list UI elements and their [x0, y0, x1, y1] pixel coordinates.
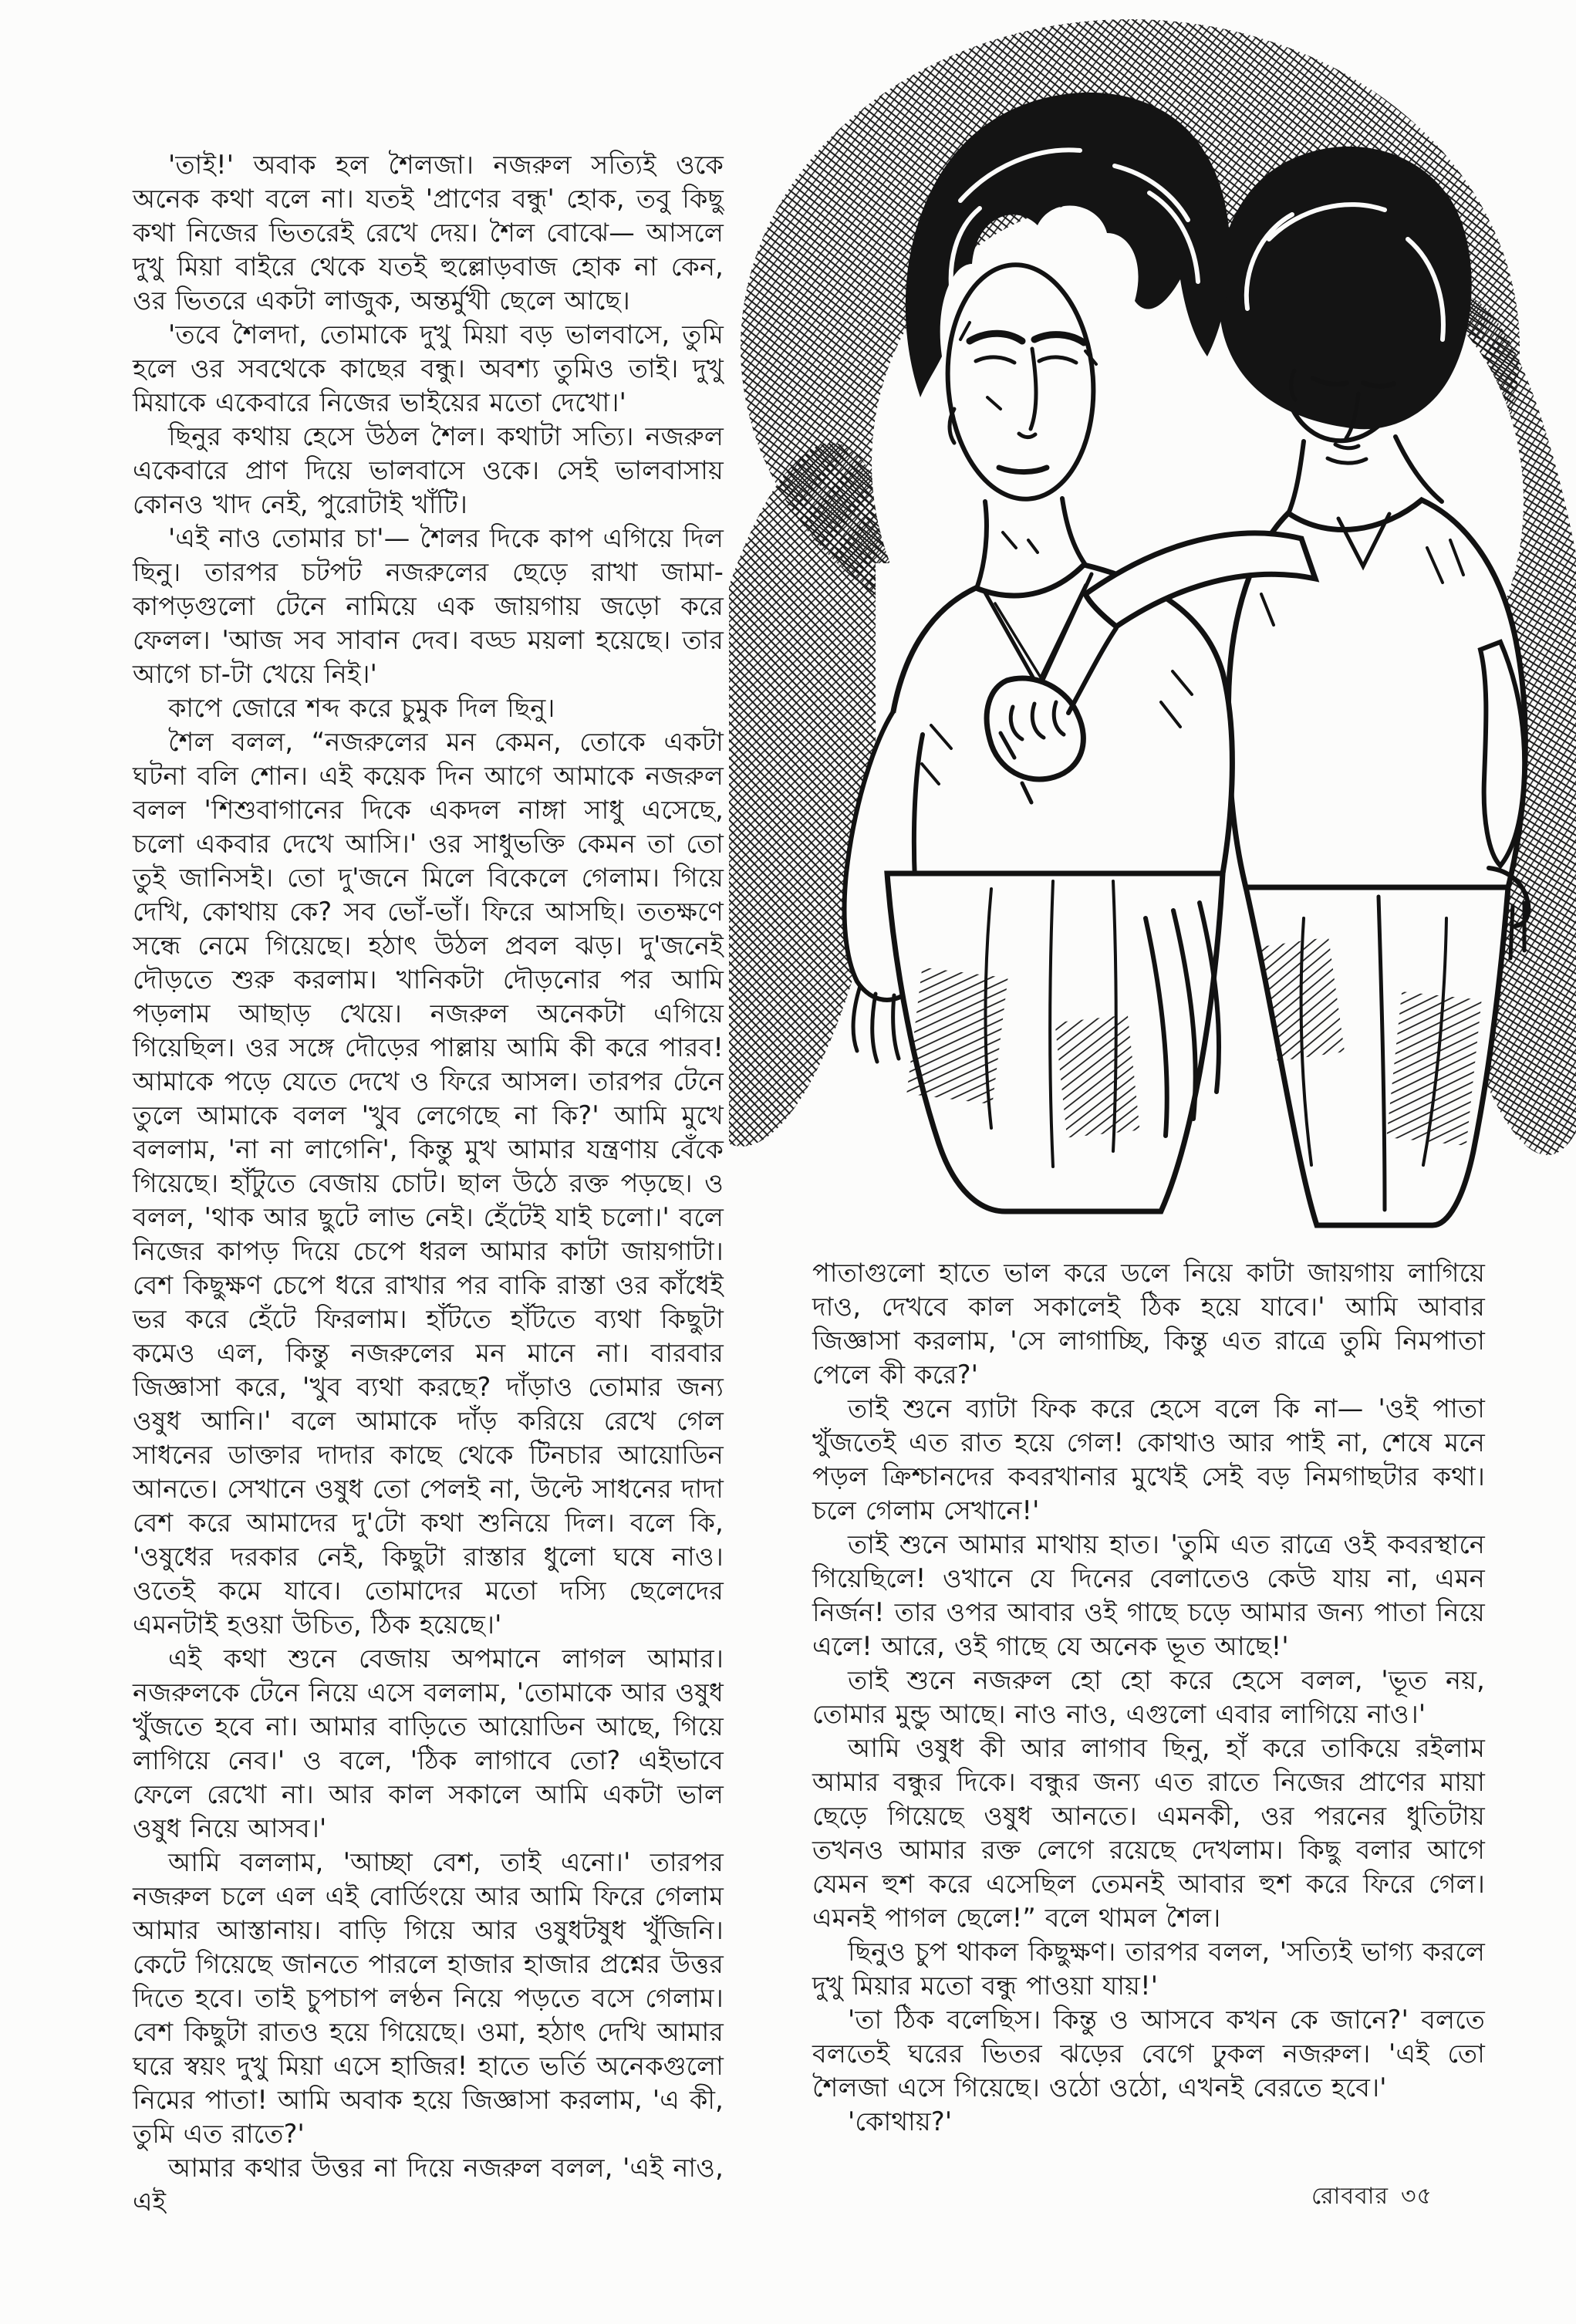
- story-paragraph: তাই শুনে ব্যাটা ফিক করে হেসে বলে কি না— 'ওই পাতা খুঁজতেই এত রাত হয়ে গেল! কোথাও আর পাই না, শেষে মনে পড়ল ক্রিশ্চানদের কবরখানার মুখেই সেই বড় নিমগাছটার কথা। চলে গেলাম সেখানে!': [812, 1393, 1485, 1525]
- story-paragraph: 'কোথায়?': [848, 2106, 953, 2137]
- story-paragraph: 'এই নাও তোমার চা'— শৈলর দিকে কাপ এগিয়ে দিল ছিনু। তারপর চটপট নজরুলের ছেড়ে রাখা জামা-কাপড়গুলো টেনে নামিয়ে এক জায়গায় জড়ো করে ফেলল। 'আজ সব সাবান দেব। বড্ড ময়লা হয়েছে। তার আগে চা-টা খেয়ে নিই।': [133, 523, 724, 689]
- story-paragraph: তাই শুনে আমার মাথায় হাত। 'তুমি এত রাত্রে ওই কবরস্থানে গিয়েছিলে! ওখানে যে দিনের বেলাতেও কেউ যায় না, এমন নির্জন! তার ওপর আবার ওই গাছে চড়ে আমার জন্য পাতা নিয়ে এলে! আরে, ওই গাছে যে অনেক ভূত আছে!': [812, 1529, 1485, 1661]
- story-paragraph: এই কথা শুনে বেজায় অপমানে লাগল আমার। নজরুলকে টেনে নিয়ে এসে বললাম, 'তোমাকে আর ওষুধ খুঁজতে হবে না। আমার বাড়িতে আয়োডিন আছে, গিয়ে লাগিয়ে নেব।' ও বলে, 'ঠিক লাগাবে তো? এইভাবে ফেলে রেখো না। আর কাল সকালে আমি একটা ভাল ওষুধ নিয়ে আসব।': [133, 1643, 724, 1843]
- story-paragraph: ছিনুর কথায় হেসে উঠল শৈল। কথাটা সত্যি। নজরুল একেবারে প্রাণ দিয়ে ভালবাসে ওকে। সেই ভালবাসায় কোনও খাদ নেই, পুরোটাই খাঁটি।: [133, 421, 724, 519]
- story-paragraph: 'তাই!' অবাক হল শৈলজা। নজরুল সত্যিই ওকে অনেক কথা বলে না। যতই 'প্রাণের বন্ধু' হোক, তবু কিছু কথা নিজের ভিতরেই রেখে দেয়। শৈল বোঝে— আসলে দুখু মিয়া বাইরে থেকে যতই হুল্লোড়বাজ হোক না কেন, ওর ভিতরে একটা লাজুক, অন্তর্মুখী ছেলে আছে।: [133, 150, 724, 316]
- story-paragraph: তাই শুনে নজরুল হো হো করে হেসে বলল, 'ভূত নয়, তোমার মুন্ডু আছে। নাও নাও, এগুলো এবার লাগিয়ে নাও।': [812, 1665, 1485, 1729]
- right-column: [812, 1256, 1485, 2139]
- story-paragraph: আমার কথার উত্তর না দিয়ে নজরুল বলল, 'এই নাও, এই: [133, 2153, 724, 2217]
- story-paragraph: 'তবে শৈলদা, তোমাকে দুখু মিয়া বড় ভালবাসে, তুমি হলে ওর সবথেকে কাছের বন্ধু। অবশ্য তুমিও তাই। দুখু মিয়াকে একেবারে নিজের ভাইয়ের মতো দেখো।': [133, 319, 724, 417]
- magazine-name: রোববার: [1311, 2183, 1389, 2210]
- story-paragraph: আমি ওষুধ কী আর লাগাব ছিনু, হাঁ করে তাকিয়ে রইলাম আমার বন্ধুর দিকে। বন্ধুর জন্য এত রাতে নিজের প্রাণের মায়া ছেড়ে গিয়েছে ওষুধ আনতে। এমনকী, ওর পরনের ধুতিটায় তখনও আমার রক্ত লেগে রয়েছে দেখলাম। কিছু বলার আগে যেমন হুশ করে এসেছিল তেমনই আবার হুশ করে ফিরে গেল। এমনই পাগল ছেলে!” বলে থামল শৈল।: [812, 1733, 1485, 1933]
- story-paragraph: আমি বললাম, 'আচ্ছা বেশ, তাই এনো।' তারপর নজরুল চলে এল এই বোর্ডিংয়ে আর আমি ফিরে গেলাম আমার আস্তানায়। বাড়ি গিয়ে আর ওষুধটষুধ খুঁজিনি। কেটে গিয়েছে জানতে পারলে হাজার হাজার প্রশ্নের উত্তর দিতে হবে। তাই চুপচাপ লণ্ঠন নিয়ে পড়তে বসে গেলাম। বেশ কিছুটা রাতও হয়ে গিয়েছে। ওমা, হঠাৎ দেখি আমার ঘরে স্বয়ং দুখু মিয়া এসে হাজির! হাতে ভর্তি অনেকগুলো নিমের পাতা! আমি অবাক হয়ে জিজ্ঞাসা করলাম, 'এ কী, তুমি এত রাতে?': [133, 1847, 724, 2149]
- story-paragraph: কাপে জোরে শব্দ করে চুমুক দিল ছিনু।: [168, 693, 555, 723]
- story-paragraph: পাতাগুলো হাতে ভাল করে ডলে নিয়ে কাটা জায়গায় লাগিয়ে দাও, দেখবে কাল সকালেই ঠিক হয়ে যাবে।' আমি আবার জিজ্ঞাসা করলাম, 'সে লাগাচ্ছি, কিন্তু এত রাত্রে তুমি নিমপাতা পেলে কী করে?': [812, 1258, 1485, 1390]
- story-paragraph: 'তা ঠিক বলেছিস। কিন্তু ও আসবে কখন কে জানে?' বলতে বলতেই ঘরের ভিতর ঝড়ের বেগে ঢুকল নজরুল। 'এই তো শৈলজা এসে গিয়েছে। ওঠো ওঠো, এখনই বেরতে হবে।': [812, 2005, 1485, 2103]
- page-number: ৩৫: [1400, 2183, 1433, 2210]
- story-paragraph: ছিনুও চুপ থাকল কিছুক্ষণ। তারপর বলল, 'সত্যিই ভাগ্য করলে দুখু মিয়ার মতো বন্ধু পাওয়া যায়!': [812, 1937, 1485, 2001]
- illustration-two-boys: [729, 8, 1576, 1242]
- page-footer: [1311, 2177, 1433, 2217]
- left-column: [133, 148, 724, 2219]
- story-paragraph: শৈল বলল, “নজরুলের মন কেমন, তোকে একটা ঘটনা বলি শোন। এই কয়েক দিন আগে আমাকে নজরুল বলল 'শিশুবাগানের দিকে একদল নাঙ্গা সাধু এসেছে, চলো একবার দেখে আসি।' ওর সাধুভক্তি কেমন তা তো তুই জানিসই। তো দু'জনে মিলে বিকেলে গেলাম। গিয়ে দেখি, কোথায় কে? সব ভোঁ-ভাঁ। ফিরে আসছি। ততক্ষণে সন্ধে নেমে গিয়েছে। হঠাৎ উঠল প্রবল ঝড়। দু'জনেই দৌড়তে শুরু করলাম। খানিকটা দৌড়নোর পর আমি পড়লাম আছাড় খেয়ে। নজরুল অনেকটা এগিয়ে গিয়েছিল। ওর সঙ্গে দৌড়ের পাল্লায় আমি কী করে পারব! আমাকে পড়ে যেতে দেখে ও ফিরে আসল। তারপর টেনে তুলে আমাকে বলল 'খুব লেগেছে না কি?' আমি মুখে বললাম, 'না না লাগেনি', কিন্তু মুখ আমার যন্ত্রণায় বেঁকে গিয়েছে। হাঁটুতে বেজায় চোট। ছাল উঠে রক্ত পড়ছে। ও বলল, 'থাক আর ছুটে লাভ নেই। হেঁটেই যাই চলো।' বলে নিজের কাপড় দিয়ে চেপে ধরল আমার কাটা জায়গাটা। বেশ কিছুক্ষণ চেপে ধরে রাখার পর বাকি রাস্তা ওর কাঁধেই ভর করে হেঁটে ফিরলাম। হাঁটতে হাঁটতে ব্যথা কিছুটা কমেও এল, কিন্তু নজরুলের মন মানে না। বারবার জিজ্ঞাসা করে, 'খুব ব্যথা করছে? দাঁড়াও তোমার জন্য ওষুধ আনি।' বলে আমাকে দাঁড় করিয়ে রেখে গেল সাধনের ডাক্তার দাদার কাছে থেকে টিনচার আয়োডিন আনতে। সেখানে ওষুধ তো পেলই না, উল্টে সাধনের দাদা বেশ করে আমাদের দু'টো কথা শুনিয়ে দিল। বলে কি, 'ওষুধের দরকার নেই, কিছুটা রাস্তার ধুলো ঘষে নাও। ওতেই কমে যাবে। তোমাদের মতো দস্যি ছেলেদের এমনটাই হওয়া উচিত, ঠিক হয়েছে।': [133, 727, 724, 1640]
